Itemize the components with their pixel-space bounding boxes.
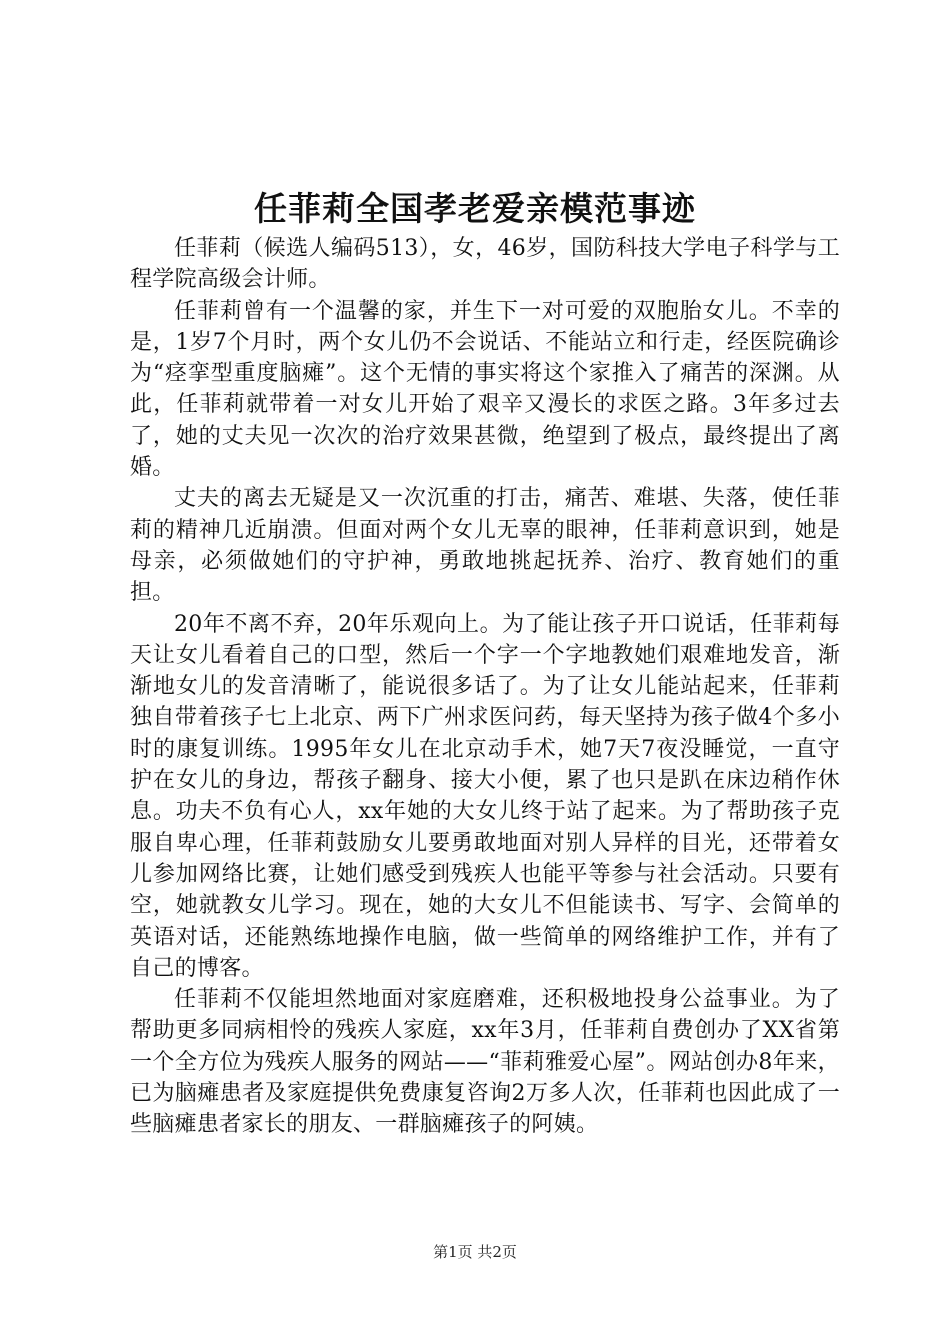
- paragraph-intro: 任菲莉（候选人编码513），女，46岁，国防科技大学电子科学与工程学院高级会计师。: [130, 236, 840, 293]
- paragraph-family: 任菲莉曾有一个温馨的家，并生下一对可爱的双胞胎女儿。不幸的是，1岁7个月时，两个女儿仍不会说话、不能站立和行走，经医院确诊为“痉挛型重度脑瘫”。这个无情的事实将这个家推入了痛苦的深渊。从此，任菲莉就带着一对女儿开始了艰辛又漫长的求医之路。3年多过去了，她的丈夫见一次次的治疗效果甚微，绝望到了极点，最终提出了离婚。: [130, 298, 840, 481]
- paragraph-divorce: 丈夫的离去无疑是又一次沉重的打击，痛苦、难堪、失落，使任菲莉的精神几近崩溃。但面对两个女儿无辜的眼神，任菲莉意识到，她是母亲，必须做她们的守护神，勇敢地挑起抚养、治疗、教育她们的重担。: [130, 486, 840, 606]
- paragraph-twenty-years: 20年不离不弃，20年乐观向上。为了能让孩子开口说话，任菲莉每天让女儿看着自己的口型，然后一个字一个字地教她们艰难地发音，渐渐地女儿的发音清晰了，能说很多话了。为了让女儿能站起来，任菲莉独自带着孩子七上北京、两下广州求医问药，每天坚持为孩子做4个多小时的康复训练。1995年女儿在北京动手术，她7天7夜没睡觉，一直守护在女儿的身边，帮孩子翻身、接大小便，累了也只是趴在床边稍作休息。功夫不负有心人，xx年她的大女儿终于站了起来。为了帮助孩子克服自卑心理，任菲莉鼓励女儿要勇敢地面对别人异样的目光，还带着女儿参加网络比赛，让她们感受到残疾人也能平等参与社会活动。只要有空，她就教女儿学习。现在，她的大女儿不但能读书、写字、会简单的英语对话，还能熟练地操作电脑，做一些简单的网络维护工作，并有了自己的博客。: [130, 611, 840, 981]
- page-number-footer: 第1页 共2页: [433, 1243, 517, 1261]
- document-body: [130, 233, 840, 1141]
- page-title: 任菲莉全国孝老爱亲模范事迹: [254, 189, 696, 228]
- paragraph-public-welfare: 任菲莉不仅能坦然地面对家庭磨难，还积极地投身公益事业。为了帮助更多同病相怜的残疾人家庭，xx年3月，任菲莉自费创办了XX省第一个全方位为残疾人服务的网站——“菲莉雅爱心屋”。网站创办8年来，已为脑瘫患者及家庭提供免费康复咨询2万多人次，任菲莉也因此成了一些脑瘫患者家长的朋友、一群脑瘫孩子的阿姨。: [130, 987, 840, 1138]
